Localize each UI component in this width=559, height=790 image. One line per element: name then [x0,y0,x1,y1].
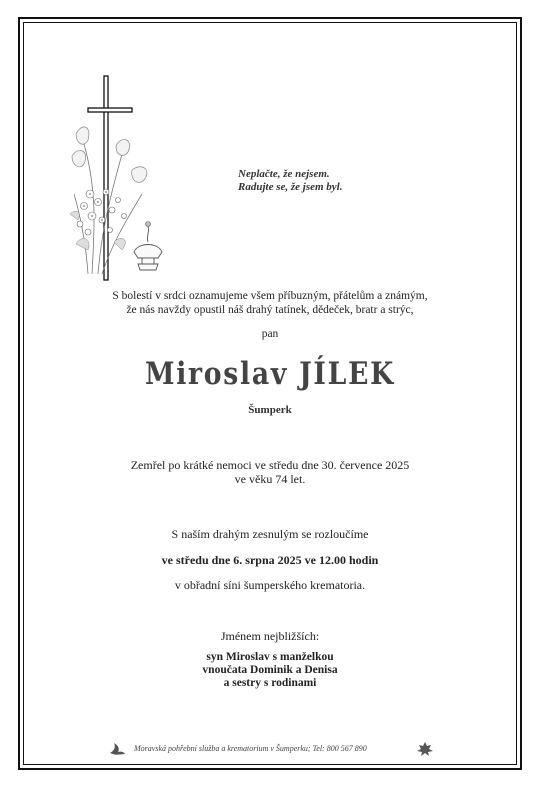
footer [108,741,438,759]
quote-line-2: Radujte se, že jsem byl. [238,181,343,193]
intro-line-2: že nás navždy opustil náš drahý tatínek, dědeček, bratr a strýc, [126,304,414,316]
death-notice [0,458,540,486]
death-line-2: ve věku 74 let. [234,472,306,486]
quote [238,168,343,194]
mourners-line-3: a sestry s rodinami [223,677,317,689]
announcement-intro [0,289,540,317]
quote-line-1: Neplačte, že nejsem. [238,168,330,180]
dove-icon [108,741,126,757]
leaf-icon [416,741,434,757]
deceased-name: Miroslav JÍLEK [144,356,396,392]
death-line-1: Zemřel po krátké nemoci ve středu dne 30. července 2025 [130,458,410,472]
mourners-line-1: syn Miroslav s manželkou [206,651,334,663]
intro-line-1: S bolestí v srdci oznamujeme všem příbuzným, přátelům a známým, [112,290,428,302]
farewell-place: v obřadní síni šumperského krematoria. [174,578,366,592]
footer-text: Moravská pohřební služba a krematorium v Šumperku; Tel: 800 567 890 [134,744,367,753]
mourners-line-2: vnoučata Dominik a Denisa [202,664,338,676]
mourners-heading: Jménem nejbližších: [220,629,320,643]
cross-lilies-lamp-icon [62,74,172,286]
farewell-date: ve středu dne 6. srpna 2025 ve 12.00 hodin [161,553,379,567]
honorific: pan [261,328,279,340]
mourners-list [0,651,540,690]
farewell-intro: S naším drahým zesnulým se rozloučíme [171,527,369,541]
deceased-town: Šumperk [248,404,292,416]
